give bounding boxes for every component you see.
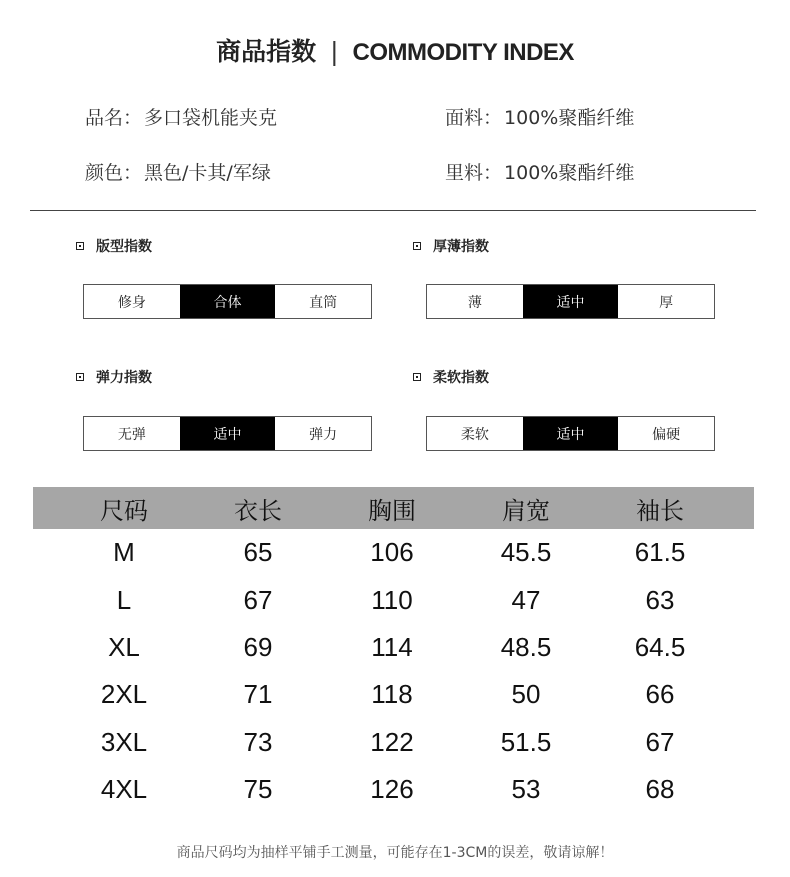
section-divider — [30, 210, 756, 211]
index-fit-option: 修身 — [117, 294, 146, 311]
table-row — [33, 766, 754, 813]
cell-chest: 114 — [371, 631, 413, 662]
table-row — [33, 719, 754, 766]
cell-size: XL — [108, 631, 140, 662]
cell-length: 67 — [243, 584, 273, 615]
cell-sleeve: 61.5 — [634, 537, 686, 568]
square-bullet-icon — [76, 373, 84, 381]
index-elasticity-option: 无弹 — [117, 426, 146, 443]
cell-shoulder: 48.5 — [500, 631, 552, 662]
cell-shoulder: 51.5 — [500, 726, 552, 757]
index-elasticity-option: 弹力 — [309, 426, 338, 443]
cell-chest: 106 — [370, 537, 414, 568]
index-softness-option-selected: 适中 — [523, 417, 619, 450]
info-color — [85, 158, 271, 185]
index-elasticity-scale — [83, 416, 372, 451]
cell-sleeve: 68 — [645, 774, 675, 805]
square-bullet-icon — [76, 242, 84, 250]
cell-size: 2XL — [100, 679, 148, 710]
info-fabric-label: 面料： — [445, 107, 503, 129]
title-separator: | — [330, 37, 339, 66]
info-fabric-value: 100%聚酯纤维 — [504, 107, 635, 129]
header-length: 衣长 — [234, 496, 282, 525]
cell-sleeve: 63 — [645, 584, 675, 615]
info-lining-value: 100%聚酯纤维 — [504, 162, 635, 184]
square-bullet-icon — [413, 373, 421, 381]
cell-size: L — [116, 584, 132, 615]
info-color-label: 颜色： — [85, 162, 143, 184]
cell-shoulder: 53 — [511, 774, 541, 805]
info-fabric — [445, 103, 634, 130]
cell-chest: 110 — [371, 584, 413, 615]
size-table — [33, 487, 754, 813]
cell-length: 73 — [243, 726, 273, 757]
cell-chest: 126 — [370, 774, 414, 805]
cell-size: 3XL — [100, 726, 148, 757]
table-row — [33, 576, 754, 623]
cell-chest: 118 — [371, 679, 413, 710]
cell-size: M — [113, 537, 135, 568]
index-softness-heading — [413, 367, 489, 387]
index-softness-scale — [426, 416, 715, 451]
cell-length: 65 — [243, 537, 273, 568]
info-lining — [445, 158, 634, 185]
cell-shoulder: 45.5 — [500, 537, 552, 568]
index-fit-option: 直筒 — [309, 294, 338, 311]
header-shoulder: 肩宽 — [502, 496, 550, 525]
index-fit-heading — [76, 236, 152, 256]
index-softness-option: 偏硬 — [652, 426, 681, 443]
index-thickness-heading — [413, 236, 489, 256]
index-thickness-option-selected: 适中 — [523, 285, 619, 318]
cell-shoulder: 47 — [511, 584, 541, 615]
cell-sleeve: 66 — [645, 679, 675, 710]
index-thickness-option: 薄 — [467, 294, 482, 311]
page-title — [0, 32, 790, 68]
title-cn: 商品指数 — [216, 37, 317, 66]
table-row — [33, 671, 754, 718]
info-name-value: 多口袋机能夹克 — [144, 107, 278, 129]
index-softness-option: 柔软 — [460, 426, 489, 443]
header-chest: 胸围 — [368, 496, 416, 525]
index-fit-option-selected: 合体 — [180, 285, 276, 318]
index-thickness-scale — [426, 284, 715, 319]
square-bullet-icon — [413, 242, 421, 250]
cell-sleeve: 64.5 — [634, 631, 686, 662]
cell-length: 69 — [243, 631, 273, 662]
cell-length: 75 — [243, 774, 273, 805]
index-fit-title: 版型指数 — [96, 239, 152, 255]
info-name-label: 品名： — [85, 107, 143, 129]
cell-length: 71 — [243, 679, 273, 710]
header-sleeve: 袖长 — [636, 496, 684, 525]
table-row — [33, 529, 754, 576]
measurement-note: 商品尺码均为抽样平铺手工测量，可能存在1-3CM的误差，敬请谅解！ — [176, 845, 614, 861]
index-fit-scale — [83, 284, 372, 319]
info-name — [85, 103, 277, 130]
index-softness-title: 柔软指数 — [433, 370, 489, 386]
cell-shoulder: 50 — [511, 679, 541, 710]
cell-size: 4XL — [100, 774, 148, 805]
info-lining-label: 里料： — [445, 162, 503, 184]
table-row — [33, 624, 754, 671]
index-elasticity-title: 弹力指数 — [96, 370, 152, 386]
index-elasticity-option-selected: 适中 — [180, 417, 276, 450]
cell-sleeve: 67 — [645, 726, 675, 757]
cell-chest: 122 — [370, 726, 414, 757]
index-thickness-option: 厚 — [659, 294, 674, 311]
size-table-header — [33, 487, 754, 529]
index-thickness-title: 厚薄指数 — [433, 239, 489, 255]
title-en: COMMODITY INDEX — [352, 39, 574, 66]
info-color-value: 黑色/卡其/军绿 — [144, 162, 271, 184]
index-elasticity-heading — [76, 367, 152, 387]
header-size: 尺码 — [100, 496, 148, 525]
